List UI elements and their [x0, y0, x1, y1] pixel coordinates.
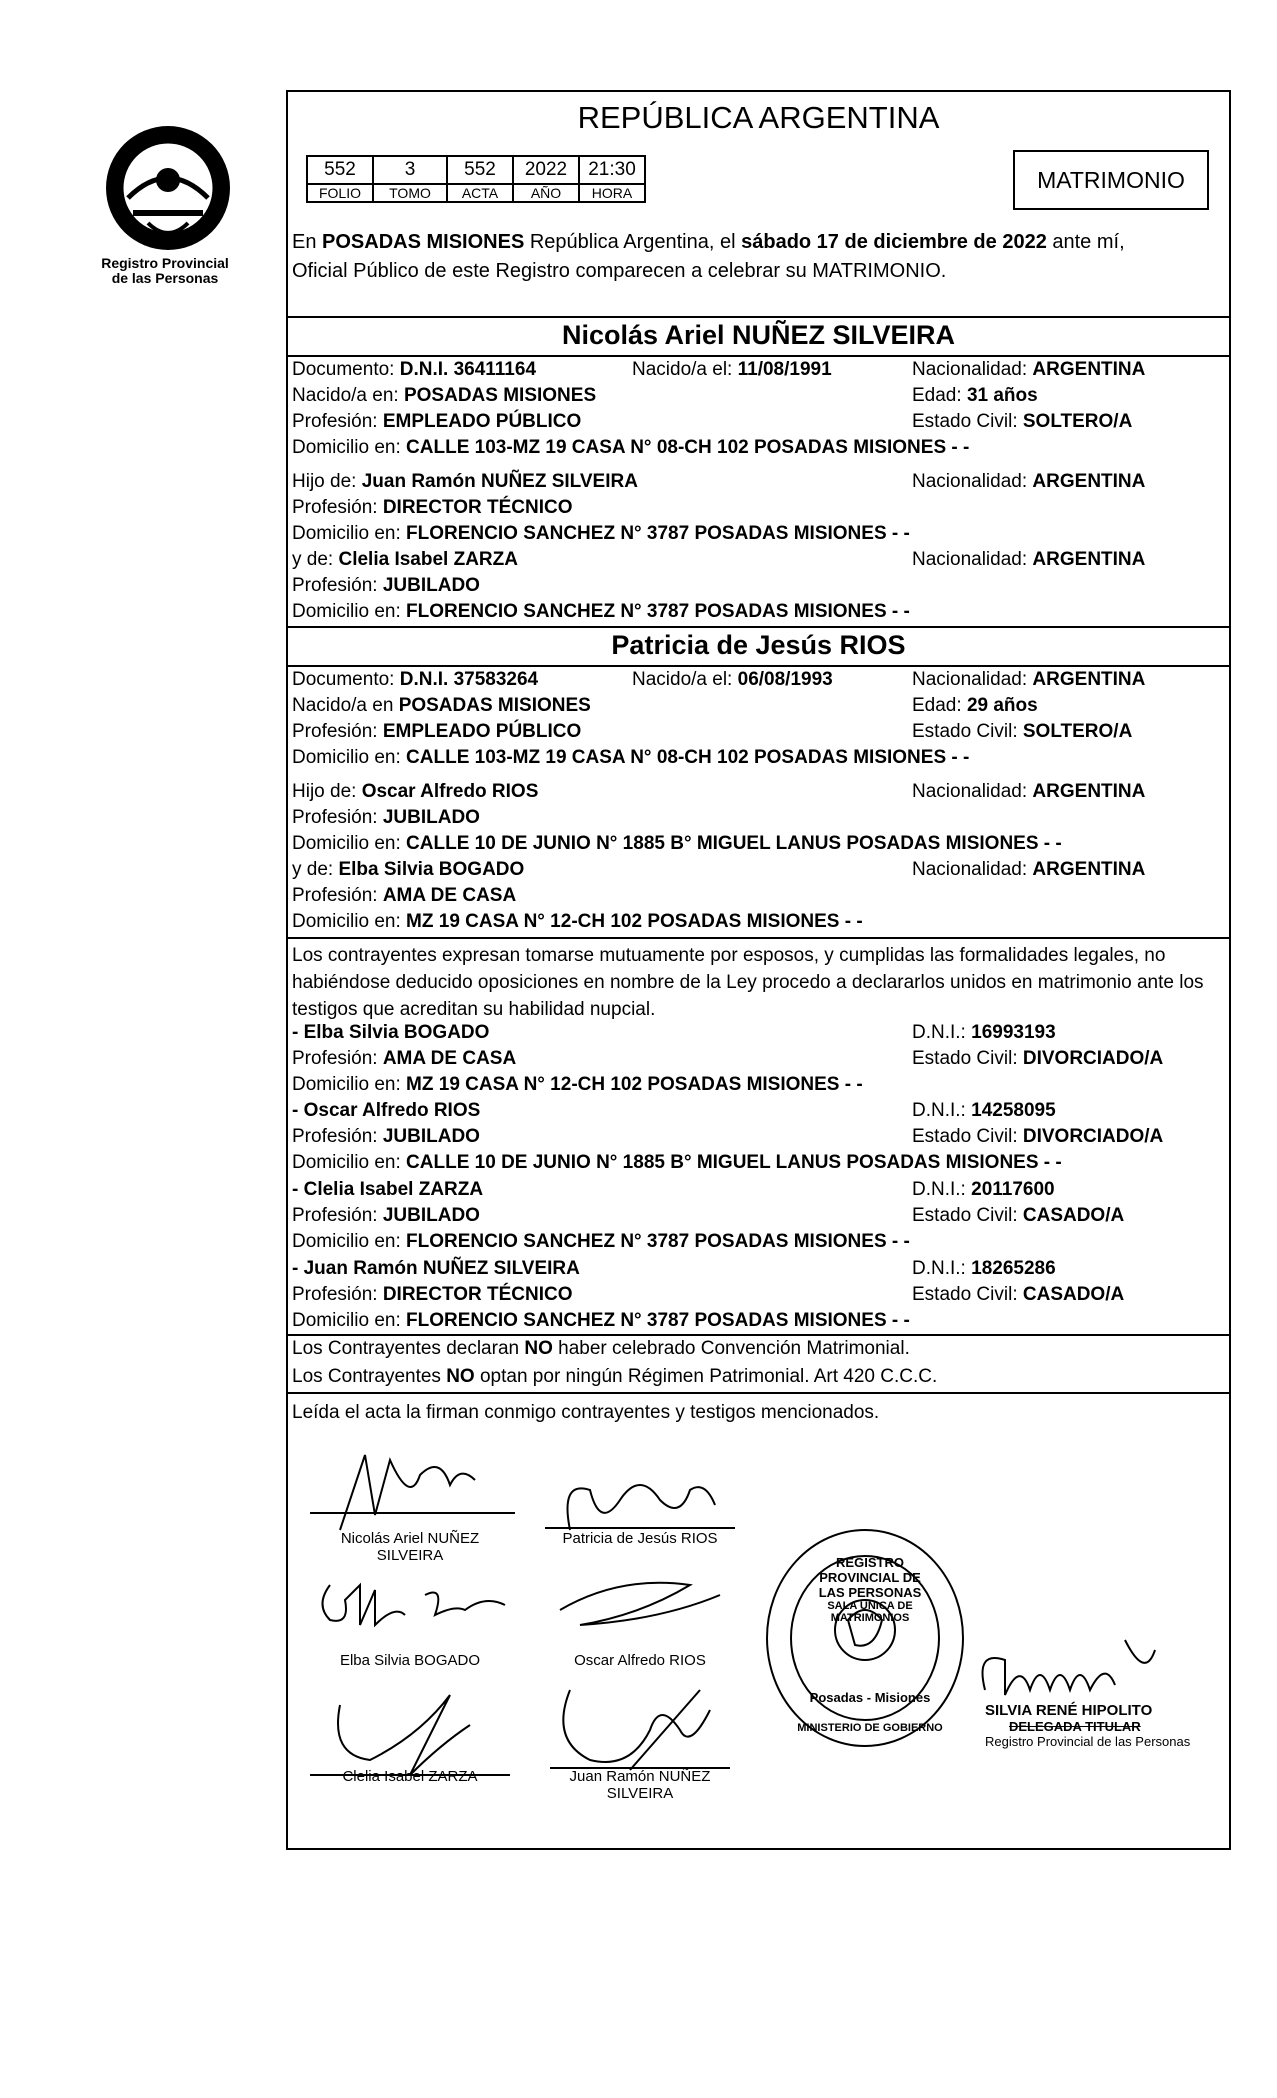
bride-row-mother-addr: Domicilio en: MZ 19 CASA N° 12-CH 102 POSADAS MISIONES - -	[292, 911, 863, 932]
closing-statement: Leída el acta la firman conmigo contrayentes y testigos mencionados.	[292, 1402, 880, 1423]
document-type-box: MATRIMONIO	[1013, 150, 1209, 210]
bride-row-mother-prof: Profesión: AMA DE CASA	[292, 885, 517, 906]
groom-row-addr: Domicilio en: CALLE 103-MZ 19 CASA N° 08-CH 102 POSADAS MISIONES - -	[292, 437, 970, 458]
witness-2-addr-row: Domicilio en: CALLE 10 DE JUNIO N° 1885 B° MIGUEL LANUS POSADAS MISIONES - -	[292, 1152, 1062, 1173]
witness-3-addr-row: Domicilio en: FLORENCIO SANCHEZ N° 3787 POSADAS MISIONES - -	[292, 1231, 910, 1252]
signature-witness-juan	[540, 1670, 740, 1780]
official-role: DELEGADA TITULAR	[1009, 1719, 1141, 1734]
bride-row-prof: Profesión: EMPLEADO PÚBLICO Estado Civil: SOLTERO/A	[292, 721, 1133, 742]
witness-3-prof-row: Profesión: JUBILADO Estado Civil: CASADO/A	[292, 1205, 1125, 1226]
hora-label: HORA	[579, 184, 645, 202]
signature-official	[965, 1630, 1165, 1710]
bride-name: Patricia de Jesús RIOS	[611, 630, 906, 660]
anio-label: AÑO	[513, 184, 579, 202]
signature-witness-elba-label: Elba Silvia BOGADO	[339, 1652, 481, 1669]
signature-witness-elba	[305, 1565, 525, 1645]
logo-caption: Registro Provincial de las Personas	[101, 255, 229, 286]
groom-row-doc: Documento: D.N.I. 36411164 Nacido/a el: 11/08/1991 Nacionalidad: ARGENTINA	[292, 359, 1146, 380]
bride-row-father-prof: Profesión: JUBILADO	[292, 807, 480, 828]
witness-4-addr-row: Domicilio en: FLORENCIO SANCHEZ N° 3787 POSADAS MISIONES - -	[292, 1310, 910, 1331]
bride-row-father-addr: Domicilio en: CALLE 10 DE JUNIO N° 1885 B° MIGUEL LANUS POSADAS MISIONES - -	[292, 833, 1062, 854]
bride-row-mother: y de: Elba Silvia BOGADO Nacionalidad: ARGENTINA	[292, 859, 1146, 880]
official-name: SILVIA RENÉ HIPOLITO	[985, 1702, 1153, 1719]
groom-row-birthplace: Nacido/a en: POSADAS MISIONES Edad: 31 años	[292, 385, 1038, 406]
folio-value: 552	[307, 156, 373, 184]
bride-row-addr: Domicilio en: CALLE 103-MZ 19 CASA N° 08-CH 102 POSADAS MISIONES - -	[292, 747, 970, 768]
stamp-bottom-text: Posadas - Misiones	[809, 1690, 931, 1705]
stamp-inner-text: SALA UNICA DE MATRIMONIOS	[827, 1600, 913, 1624]
stamp-outer-bottom-text: MINISTERIO DE GOBIERNO	[797, 1722, 943, 1734]
acta-value: 552	[447, 156, 513, 184]
witness-4-prof-row: Profesión: DIRECTOR TÉCNICO Estado Civil: CASADO/A	[292, 1284, 1125, 1305]
bride-row-father: Hijo de: Oscar Alfredo RIOS Nacionalidad: ARGENTINA	[292, 781, 1146, 802]
official-office: Registro Provincial de las Personas	[985, 1734, 1191, 1749]
bride-row-doc: Documento: D.N.I. 37583264 Nacido/a el: 06/08/1993 Nacionalidad: ARGENTINA	[292, 669, 1146, 690]
stamp-ring-text: REGISTRO PROVINCIAL DE LAS PERSONAS	[818, 1555, 922, 1600]
convention-line-1: Los Contrayentes declaran NO haber celebrado Convención Matrimonial.	[292, 1338, 910, 1359]
signature-witness-clelia-label: Clelia Isabel ZARZA	[342, 1768, 478, 1785]
groom-row-prof: Profesión: EMPLEADO PÚBLICO Estado Civil: SOLTERO/A	[292, 411, 1133, 432]
divider	[286, 316, 1231, 318]
folio-label: FOLIO	[307, 184, 373, 202]
signature-witness-juan-label: Juan Ramón NUÑEZ SILVEIRA	[569, 1768, 711, 1802]
groom-row-father-addr: Domicilio en: FLORENCIO SANCHEZ N° 3787 POSADAS MISIONES - -	[292, 523, 910, 544]
registry-table	[306, 155, 646, 203]
anio-value: 2022	[513, 156, 579, 184]
divider	[286, 626, 1231, 628]
witness-1-name-row: - Elba Silvia BOGADO D.N.I.: 16993193	[292, 1022, 1056, 1043]
witness-1-addr-row: Domicilio en: MZ 19 CASA N° 12-CH 102 POSADAS MISIONES - -	[292, 1074, 863, 1095]
witness-1-prof-row: Profesión: AMA DE CASA Estado Civil: DIVORCIADO/A	[292, 1048, 1164, 1069]
signature-witness-oscar-label: Oscar Alfredo RIOS	[574, 1652, 706, 1669]
groom-row-mother-addr: Domicilio en: FLORENCIO SANCHEZ N° 3787 POSADAS MISIONES - -	[292, 601, 910, 622]
groom-row-father-prof: Profesión: DIRECTOR TÉCNICO	[292, 497, 573, 518]
marriage-statement: Los contrayentes expresan tomarse mutuamente por esposos, y cumplidas las formalidades legales, no habiéndose deducido oposiciones en nombre de la Ley procedo a declararlos unidos en matrimonio ante los testigos que acreditan su habilidad nupcial.	[292, 945, 1204, 1020]
signature-bride-label: Patricia de Jesús RIOS	[562, 1530, 718, 1547]
signature-witness-oscar	[540, 1565, 740, 1645]
divider	[286, 937, 1231, 939]
hora-value: 21:30	[579, 156, 645, 184]
convention-line-2: Los Contrayentes NO optan por ningún Régimen Patrimonial. Art 420 C.C.C.	[292, 1366, 938, 1387]
witness-2-name-row: - Oscar Alfredo RIOS D.N.I.: 14258095	[292, 1100, 1056, 1121]
tomo-label: TOMO	[373, 184, 447, 202]
official-block	[985, 1702, 1215, 1749]
acta-label: ACTA	[447, 184, 513, 202]
groom-name: Nicolás Ariel NUÑEZ SILVEIRA	[561, 320, 956, 350]
divider	[286, 1392, 1231, 1394]
signature-groom-label: Nicolás Ariel NUÑEZ SILVEIRA	[340, 1530, 480, 1564]
bride-row-birthplace: Nacido/a en POSADAS MISIONES Edad: 29 años	[292, 695, 1038, 716]
tomo-value: 3	[373, 156, 447, 184]
groom-row-mother: y de: Clelia Isabel ZARZA Nacionalidad: ARGENTINA	[292, 549, 1146, 570]
groom-row-father: Hijo de: Juan Ramón NUÑEZ SILVEIRA Nacionalidad: ARGENTINA	[292, 471, 1146, 492]
groom-row-mother-prof: Profesión: JUBILADO	[292, 575, 480, 596]
intro-paragraph: En POSADAS MISIONES República Argentina, el sábado 17 de diciembre de 2022 ante mí, Oficial Público de este Registro comparecen a celebrar su MATRIMONIO.	[292, 231, 1125, 282]
witness-4-name-row: - Juan Ramón NUÑEZ SILVEIRA D.N.I.: 18265286	[292, 1258, 1056, 1279]
witness-2-prof-row: Profesión: JUBILADO Estado Civil: DIVORCIADO/A	[292, 1126, 1164, 1147]
document-title: REPÚBLICA ARGENTINA	[577, 100, 940, 135]
witness-3-name-row: - Clelia Isabel ZARZA D.N.I.: 20117600	[292, 1179, 1055, 1200]
